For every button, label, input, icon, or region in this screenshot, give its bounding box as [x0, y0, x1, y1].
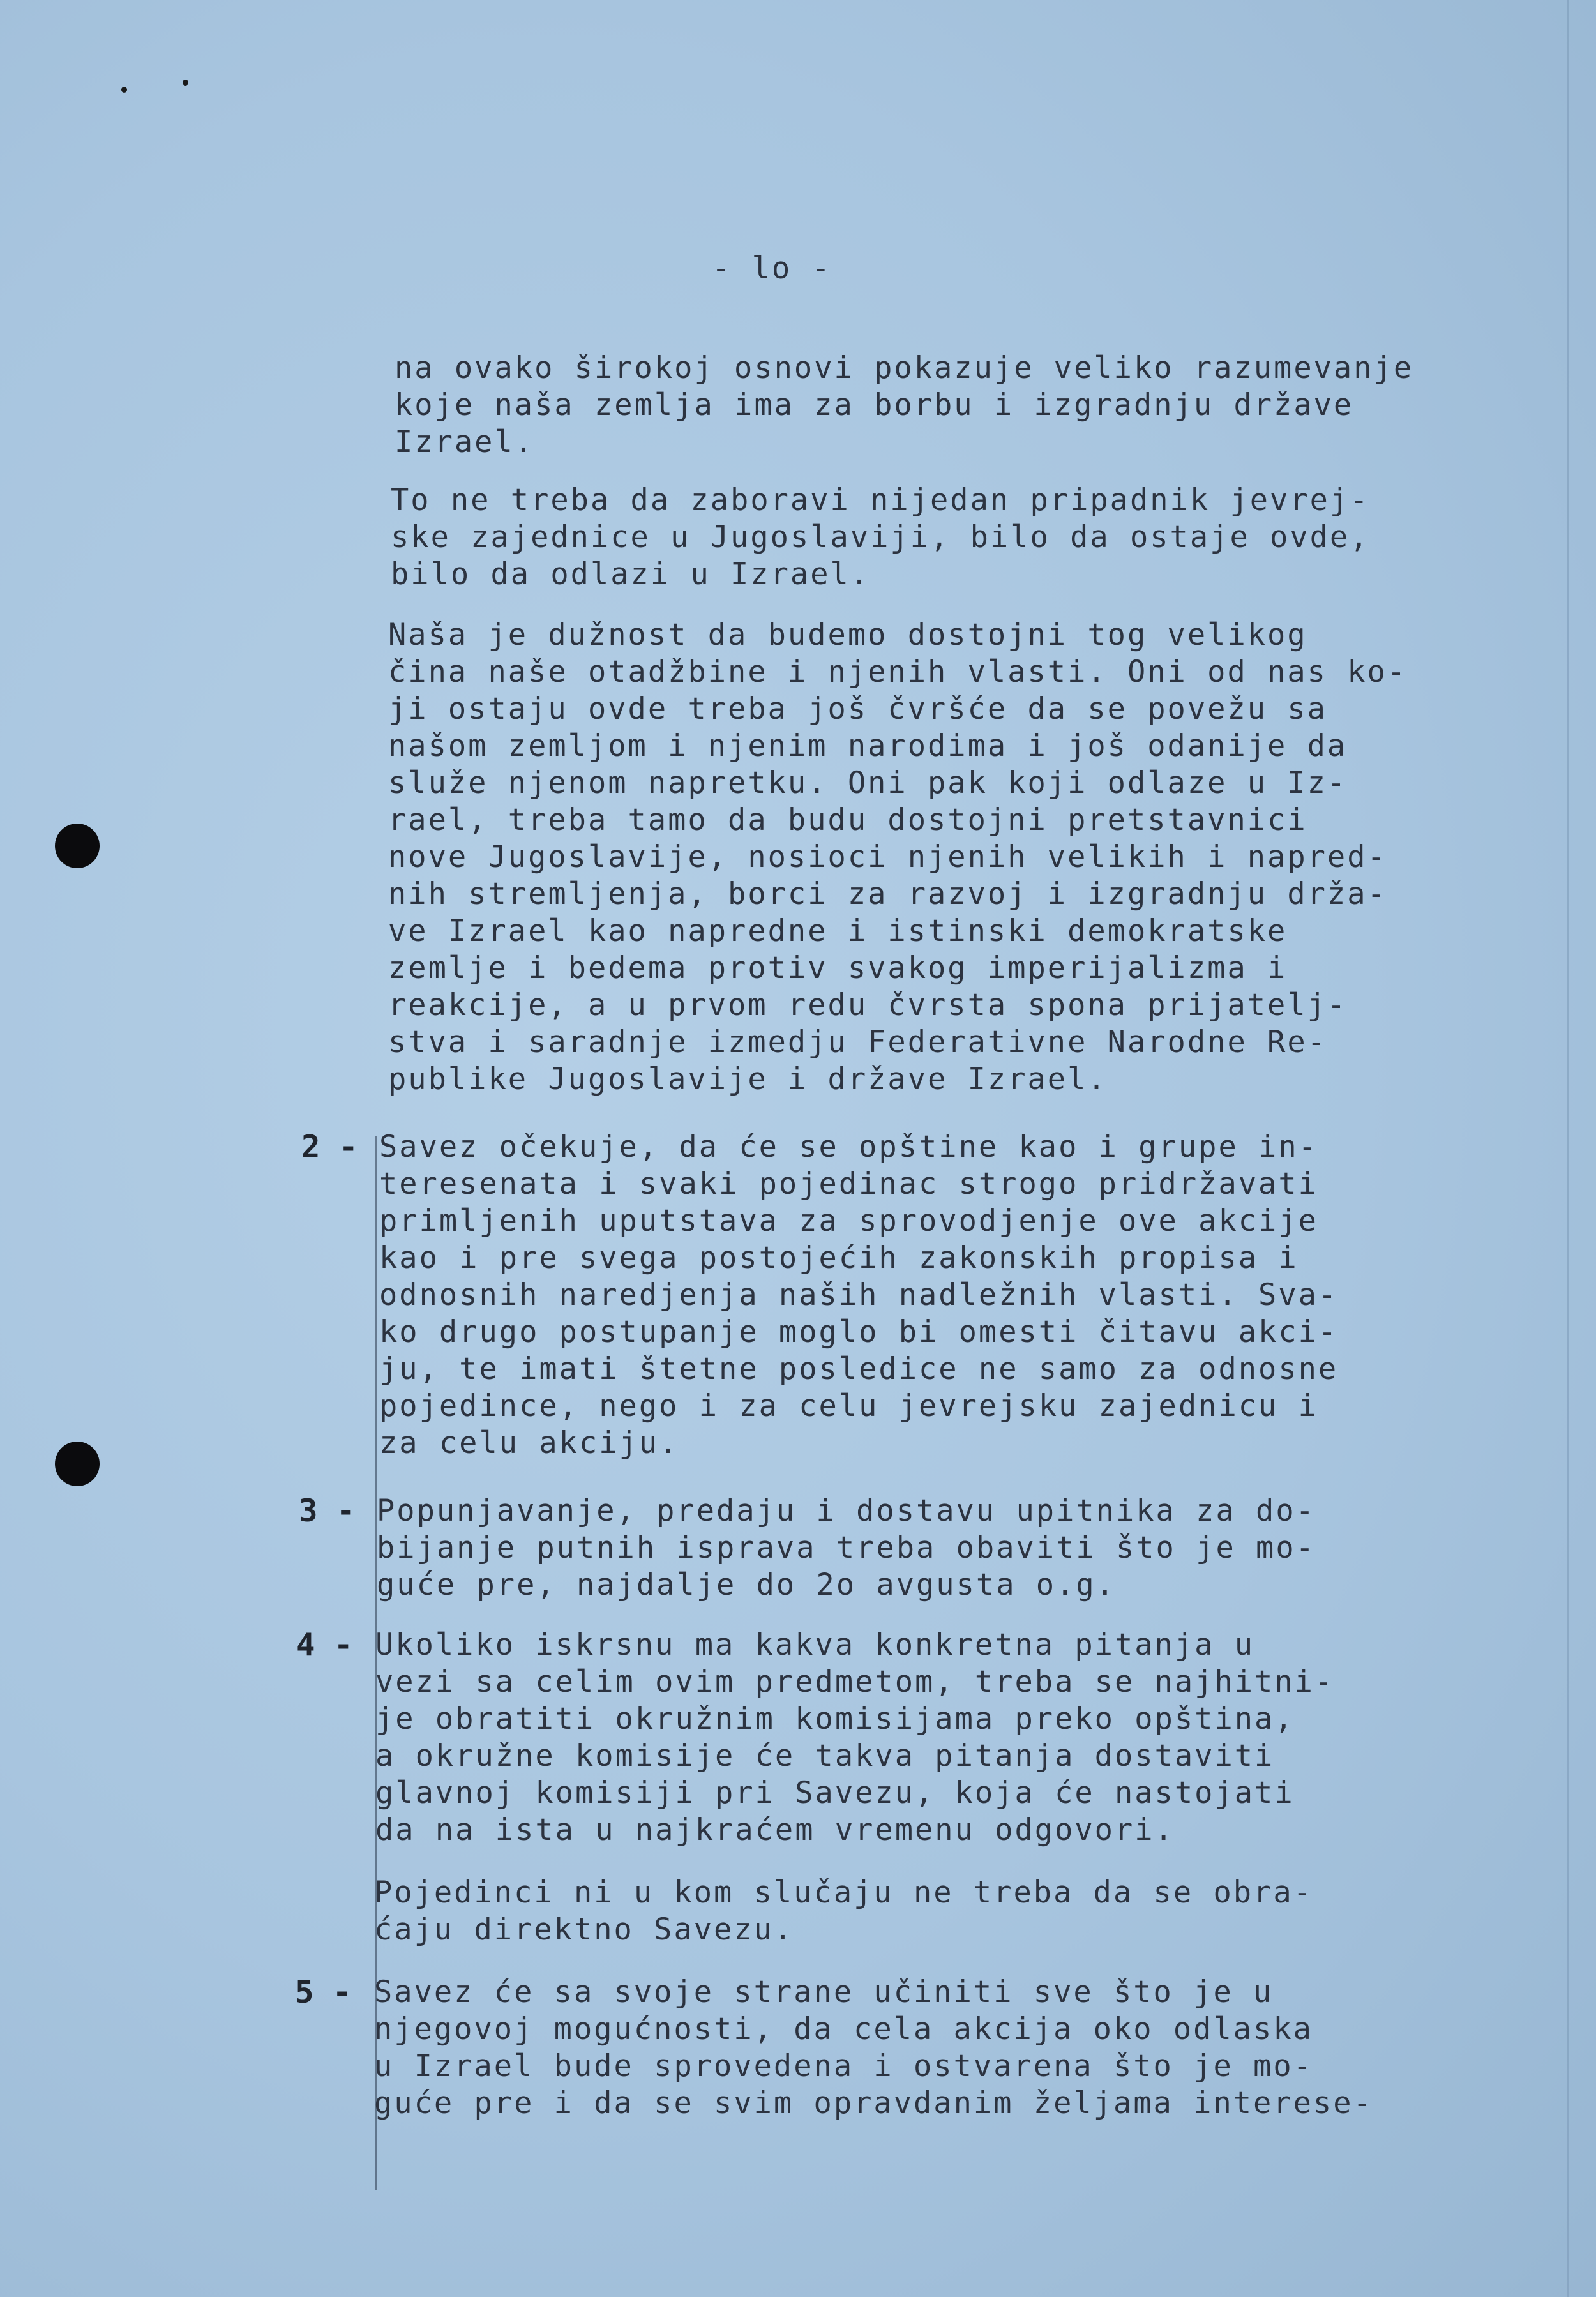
page-edge-line	[1567, 0, 1569, 2297]
numbered-paragraph	[374, 1974, 1373, 2122]
page-number: - lo -	[712, 251, 832, 286]
paragraph	[374, 1874, 1313, 1948]
text-line: reakcije, a u prvom redu čvrsta spona prijatelj-	[388, 988, 1348, 1023]
text-line: nih stremljenja, borci za razvoj i izgradnju drža-	[388, 877, 1387, 912]
text-line: Izrael.	[395, 425, 535, 460]
text-line: ve Izrael kao napredne i istinski demokratske	[388, 914, 1288, 949]
text-line: glavnoj komisiji pri Savezu, koja će nastojati	[375, 1775, 1295, 1811]
numbered-paragraph	[379, 1129, 1338, 1462]
text-line: bijanje putnih isprava treba obaviti što je mo-	[377, 1530, 1316, 1565]
text-line: guće pre, najdalje do 2o avgusta o.g.	[377, 1567, 1116, 1602]
text-line: je obratiti okružnim komisijama preko opština,	[375, 1701, 1295, 1736]
numbered-paragraph	[377, 1493, 1316, 1604]
text-line: To ne treba da zaboravi nijedan pripadnik jevrej-	[391, 483, 1370, 518]
text-line: a okružne komisije će takva pitanja dostaviti	[375, 1738, 1275, 1774]
text-line: Popunjavanje, predaju i dostavu upitnika za do-	[377, 1493, 1316, 1528]
item-number: 2 -	[301, 1129, 358, 1165]
text-line: Ukoliko iskrsnu ma kakva konkretna pitanja u	[375, 1627, 1255, 1662]
text-line: ko drugo postupanje moglo bi omesti čitavu akci-	[379, 1314, 1339, 1350]
text-line: ju, te imati štetne posledice ne samo za odnosne	[379, 1352, 1339, 1387]
text-line: našom zemljom i njenim narodima i još odanije da	[388, 728, 1348, 764]
text-line: koje naša zemlja ima za borbu i izgradnju države	[395, 388, 1354, 423]
punch-hole-top	[55, 824, 100, 868]
text-line: odnosnih naredjenja naših nadležnih vlasti. Sva-	[379, 1277, 1339, 1313]
text-line: u Izrael bude sprovedena i ostvarena što je mo-	[374, 2049, 1313, 2084]
punch-hole-bottom	[55, 1442, 100, 1486]
text-line: guće pre i da se svim opravdanim željama interese-	[374, 2086, 1373, 2121]
text-line: Savez očekuje, da će se opštine kao i grupe in-	[379, 1129, 1318, 1164]
text-line: nove Jugoslavije, nosioci njenih velikih i napred-	[388, 840, 1387, 875]
text-line: da na ista u najkraćem vremenu odgovori.	[375, 1812, 1175, 1848]
numbered-paragraph	[375, 1627, 1334, 1849]
text-line: rael, treba tamo da budu dostojni pretstavnici	[388, 802, 1307, 838]
text-line: ji ostaju ovde treba još čvršće da se povežu sa	[388, 691, 1327, 727]
text-line: vezi sa celim ovim predmetom, treba se najhitni-	[375, 1664, 1335, 1699]
text-line: teresenata i svaki pojedinac strogo pridržavati	[379, 1166, 1318, 1201]
text-line: njegovoj mogućnosti, da cela akcija oko odlaska	[374, 2012, 1313, 2047]
text-line: Pojedinci ni u kom slučaju ne treba da se obra-	[374, 1875, 1313, 1910]
item-number: 3 -	[299, 1493, 356, 1529]
item-number: 4 -	[296, 1627, 353, 1663]
paragraph	[388, 617, 1407, 1098]
text-line: publike Jugoslavije i države Izrael.	[388, 1062, 1108, 1097]
paper-speck	[183, 80, 188, 86]
text-line: kao i pre svega postojećih zakonskih propisa i	[379, 1240, 1299, 1276]
text-line: ske zajednice u Jugoslaviji, bilo da ostaje ovde,	[391, 520, 1370, 555]
text-line: na ovako širokoj osnovi pokazuje veliko razumevanje	[395, 350, 1414, 386]
text-line: bilo da odlazi u Izrael.	[391, 557, 871, 592]
text-line: stva i saradnje izmedju Federativne Narodne Re-	[388, 1025, 1327, 1060]
text-line: za celu akciju.	[379, 1426, 679, 1461]
text-line: pojedince, nego i za celu jevrejsku zajednicu i	[379, 1389, 1318, 1424]
text-line: zemlje i bedema protiv svakog imperijalizma i	[388, 951, 1288, 986]
text-line: ćaju direktno Savezu.	[374, 1912, 794, 1947]
paragraph	[391, 482, 1370, 593]
item-number: 5 -	[295, 1974, 352, 2010]
text-line: čina naše otadžbine i njenih vlasti. Oni od nas ko-	[388, 654, 1408, 689]
text-line: Naša je dužnost da budemo dostojni tog velikog	[388, 617, 1307, 652]
text-line: Savez će sa svoje strane učiniti sve što je u	[374, 1975, 1274, 2010]
text-line: primljenih uputstava za sprovodjenje ove akcije	[379, 1203, 1318, 1239]
paragraph	[395, 350, 1413, 461]
text-line: služe njenom napretku. Oni pak koji odlaze u Iz-	[388, 765, 1348, 801]
paper-speck	[121, 87, 127, 93]
